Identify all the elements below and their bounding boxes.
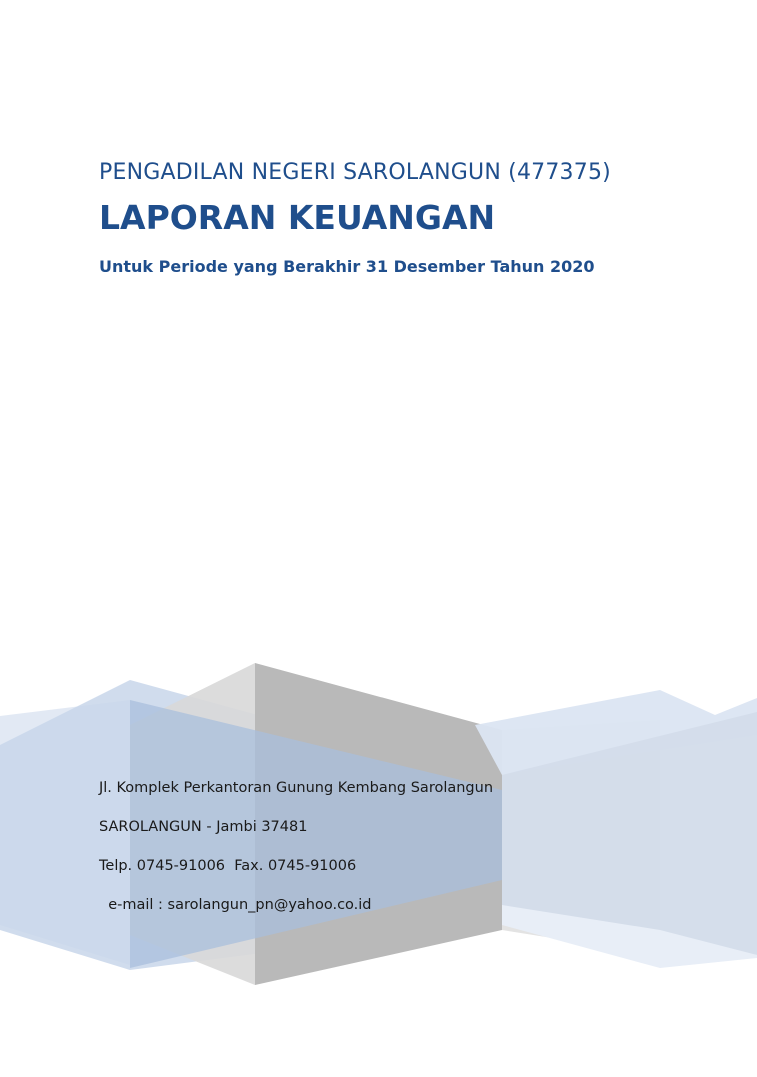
report-period: Untuk Periode yang Berakhir 31 Desember Tahun 2020 bbox=[99, 257, 595, 276]
contact-city: SAROLANGUN - Jambi 37481 bbox=[99, 819, 308, 835]
contact-phone-fax: Telp. 0745-91006 Fax. 0745-91006 bbox=[99, 858, 357, 874]
report-title: LAPORAN KEUANGAN bbox=[99, 198, 496, 237]
contact-address: Jl. Komplek Perkantoran Gunung Kembang Sarolangun bbox=[99, 780, 494, 796]
contact-email: e-mail : sarolangun_pn@yahoo.co.id bbox=[99, 897, 372, 913]
organization-name: PENGADILAN NEGERI SAROLANGUN (477375) bbox=[99, 160, 611, 185]
